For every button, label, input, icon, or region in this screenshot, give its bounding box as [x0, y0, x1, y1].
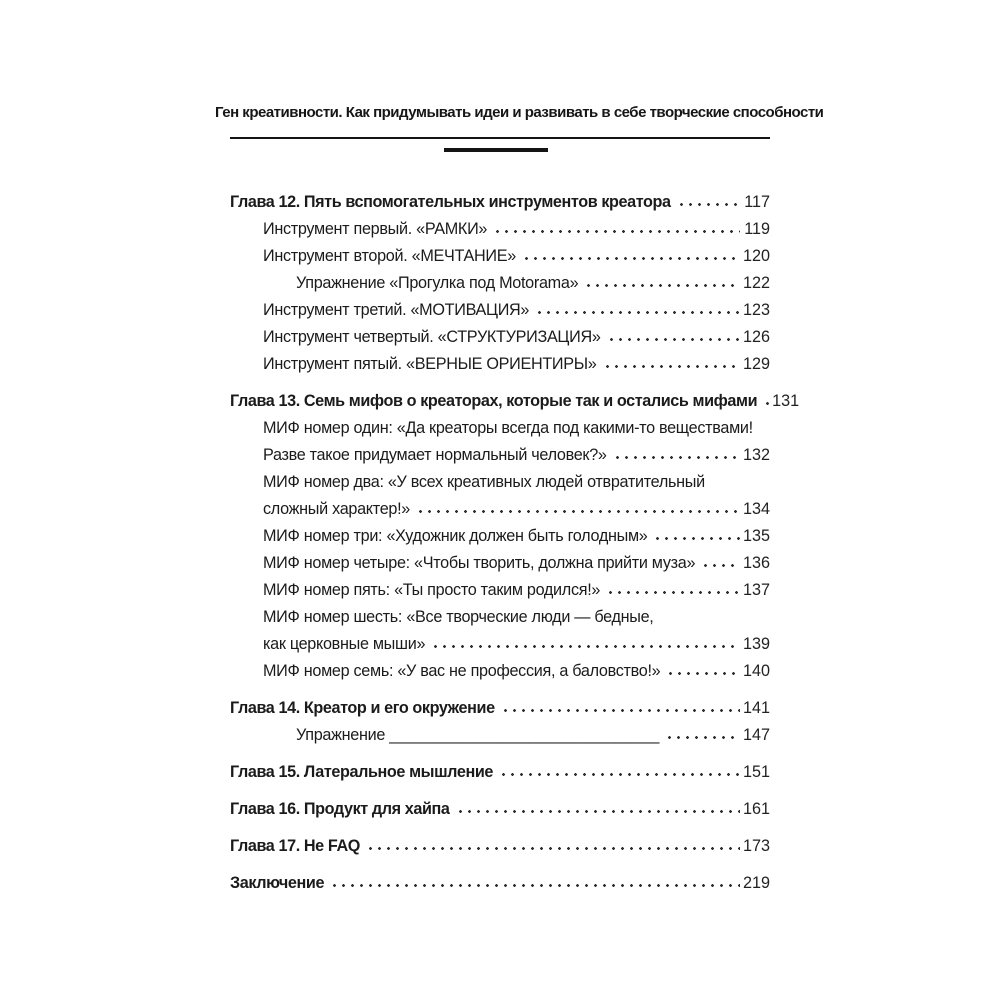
toc-entry-label: Глава 15. Латеральное мышление — [230, 763, 493, 781]
header-divider-short — [444, 148, 548, 152]
toc-entry-page: 140 — [742, 662, 770, 680]
toc-entry-page: 120 — [742, 247, 770, 265]
dot-leader — [603, 364, 740, 369]
toc-entry-label: Упражнение _______________________________ — [296, 726, 660, 744]
toc-entry-label: Глава 13. Семь мифов о креаторах, которые так и остались мифами — [230, 392, 758, 410]
toc-entry-label: Глава 16. Продукт для хайпа — [230, 800, 450, 818]
toc-entry — [230, 297, 770, 324]
toc-entry-page: 126 — [742, 328, 770, 346]
toc-entry-page: 135 — [742, 527, 770, 545]
toc-entry-label: МИФ номер пять: «Ты просто таким родился!» — [263, 581, 601, 599]
toc-entry-label: МИФ номер три: «Художник должен быть голодным» — [263, 527, 648, 545]
dot-leader — [535, 310, 740, 315]
toc-entry-page: 161 — [742, 800, 770, 818]
toc-entry-page: 137 — [742, 581, 770, 599]
toc-entry — [230, 577, 770, 604]
toc-entry-page: 173 — [742, 837, 770, 855]
toc-entry-label-line1: МИФ номер два: «У всех креативных людей отвратительный — [263, 473, 705, 491]
toc-entry-label: Инструмент второй. «МЕЧТАНИЕ» — [263, 247, 516, 265]
toc-entry-page: 141 — [742, 699, 770, 717]
toc-entry-page: 119 — [744, 220, 770, 238]
running-head-title: Ген креативности. Как придумывать идеи и развивать в себе творческие способности — [215, 104, 824, 121]
dot-leader — [666, 671, 740, 676]
toc-entry-label: Инструмент четвертый. «СТРУКТУРИЗАЦИЯ» — [263, 328, 601, 346]
toc-entry-label: Инструмент пятый. «ВЕРНЫЕ ОРИЕНТИРЫ» — [263, 355, 597, 373]
dot-leader — [493, 229, 740, 234]
dot-leader — [677, 202, 740, 207]
dot-leader — [431, 644, 740, 649]
toc-entry — [230, 243, 770, 270]
toc-entry-chapter-16 — [230, 796, 770, 823]
toc-entry — [230, 550, 770, 577]
toc-entry-exercise — [230, 270, 770, 297]
dot-leader — [330, 883, 740, 888]
dot-leader — [416, 509, 740, 514]
toc-entry-label: Инструмент третий. «МОТИВАЦИЯ» — [263, 301, 530, 319]
toc-entry-conclusion — [230, 870, 770, 897]
table-of-contents — [230, 189, 800, 897]
toc-entry-page: 117 — [744, 193, 770, 211]
toc-entry-label: Глава 12. Пять вспомогательных инструментов креатора — [230, 193, 671, 211]
dot-leader — [763, 401, 769, 406]
dot-leader — [606, 590, 740, 595]
toc-entry-chapter-15 — [230, 759, 770, 786]
toc-entry-page: 219 — [742, 874, 770, 892]
toc-entry-two-line — [230, 469, 770, 523]
toc-entry-page: 131 — [772, 392, 800, 410]
toc-entry-two-line — [230, 415, 770, 469]
header-divider-long — [230, 137, 770, 139]
toc-entry-page: 129 — [742, 355, 770, 373]
toc-entry-label: Инструмент первый. «РАМКИ» — [263, 220, 488, 238]
toc-entry-label-line2: Разве такое придумает нормальный человек?» — [263, 446, 607, 464]
toc-entry-page: 147 — [742, 726, 770, 744]
toc-entry-chapter-13 — [230, 388, 800, 415]
dot-leader — [499, 772, 740, 777]
toc-entry-label: Упражнение «Прогулка под Motorama» — [296, 274, 579, 292]
toc-entry-label-line1: МИФ номер один: «Да креаторы всегда под какими-то веществами! — [263, 419, 753, 437]
dot-leader — [701, 563, 740, 568]
toc-entry-label: МИФ номер семь: «У вас не профессия, а баловство!» — [263, 662, 661, 680]
dot-leader — [584, 283, 740, 288]
toc-entry-page: 132 — [742, 446, 770, 464]
toc-entry-label-line2: сложный характер!» — [263, 500, 411, 518]
toc-entry — [230, 351, 770, 378]
toc-entry-page: 136 — [742, 554, 770, 572]
toc-entry — [230, 216, 770, 243]
toc-entry-page: 134 — [742, 500, 770, 518]
dot-leader — [522, 256, 740, 261]
toc-entry-label: Заключение — [230, 874, 325, 892]
toc-entry-page: 139 — [742, 635, 770, 653]
toc-entry-page: 122 — [742, 274, 770, 292]
dot-leader — [613, 455, 740, 460]
toc-entry-chapter-14 — [230, 695, 770, 722]
toc-entry-label-line1: МИФ номер шесть: «Все творческие люди — бедные, — [263, 608, 654, 626]
toc-entry-label-line2: как церковные мыши» — [263, 635, 426, 653]
dot-leader — [456, 809, 740, 814]
toc-entry-label: МИФ номер четыре: «Чтобы творить, должна прийти муза» — [263, 554, 696, 572]
toc-entry-page: 123 — [742, 301, 770, 319]
toc-entry-page: 151 — [742, 763, 770, 781]
toc-entry — [230, 324, 770, 351]
toc-entry — [230, 523, 770, 550]
dot-leader — [665, 735, 740, 740]
dot-leader — [366, 846, 740, 851]
dot-leader — [607, 337, 740, 342]
dot-leader — [653, 536, 740, 541]
toc-entry-chapter-12 — [230, 189, 770, 216]
toc-entry-label: Глава 17. Не FAQ — [230, 837, 360, 855]
toc-entry-two-line — [230, 604, 770, 658]
dot-leader — [501, 708, 740, 713]
toc-entry-label: Глава 14. Креатор и его окружение — [230, 699, 495, 717]
toc-entry-chapter-17 — [230, 833, 770, 860]
toc-entry — [230, 658, 770, 685]
toc-entry-exercise-blank — [230, 722, 770, 749]
